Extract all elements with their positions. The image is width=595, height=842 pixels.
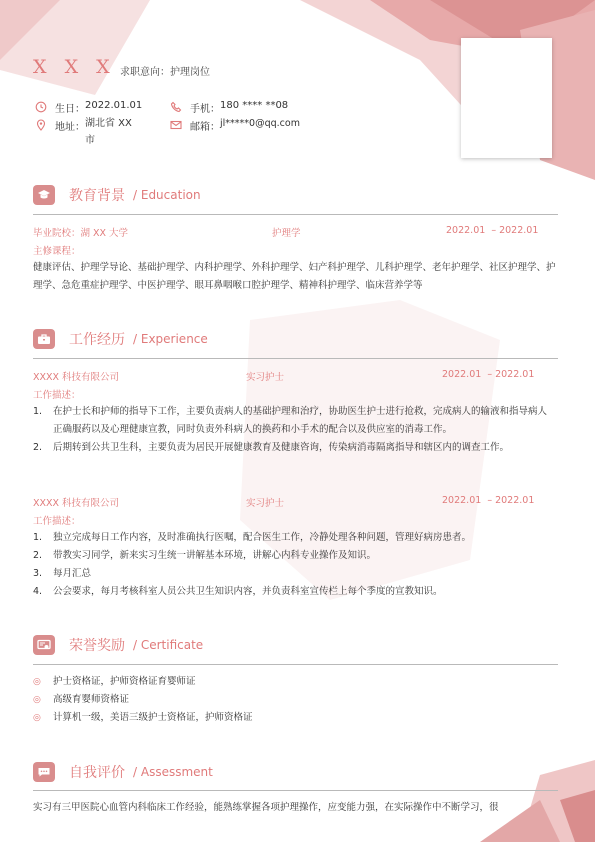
experience-subtitle: / Experience: [133, 332, 208, 346]
job2-period: 2022.01 – 2022.01: [442, 495, 535, 506]
certificate-subtitle: / Certificate: [133, 638, 204, 652]
job2-position: 实习护士: [246, 498, 285, 509]
list-item: [33, 529, 553, 547]
job1-position: 实习护士: [246, 372, 285, 383]
education-title: 教育背景: [69, 188, 125, 204]
address-label: 地址：: [54, 122, 85, 133]
graduation-cap-icon: [33, 185, 55, 205]
list-text: 每月汇总: [53, 568, 92, 579]
job2-desc-label: 工作描述：: [33, 516, 81, 527]
job2-company: XXXX 科技有限公司: [33, 498, 120, 509]
list-text: 公会要求，每月考核科室人员公共卫生知识内容，并负责科室宣传栏上每个季度的宣教知识。: [53, 586, 443, 597]
email-label: 邮箱：: [190, 122, 220, 133]
assessment-text: 实习有三甲医院心血管内科临床工作经验，能熟练掌握各项护理操作，应变能力强，在实际操作中不断学习，很: [33, 802, 499, 813]
courses-text: 健康评估、护理学导论、基础护理学、内科护理学、外科护理学、妇产科护理学、儿科护理学、老年护理学、社区护理学、护理学、急危重症护理学、中医护理学、眼耳鼻咽喉口腔护理学、精神科护理学、临床营养学等: [33, 262, 556, 291]
job1-desc-label: 工作描述：: [33, 390, 81, 401]
courses-label: 主修课程：: [33, 246, 81, 257]
certificate-header: [33, 635, 203, 655]
list-item: [33, 439, 553, 457]
mail-icon: [170, 119, 182, 131]
list-number: 2.: [33, 550, 43, 561]
birth-label: 生日：: [55, 104, 85, 115]
list-number: 3.: [33, 568, 43, 579]
location-icon: [35, 119, 47, 131]
bullet-icon: ◎: [33, 713, 41, 723]
education-divider: [33, 214, 558, 215]
list-item: [33, 673, 553, 691]
education-major: 护理学: [272, 228, 301, 239]
job2-list: [33, 529, 553, 601]
list-item: [33, 583, 553, 601]
briefcase-icon: [33, 329, 55, 349]
list-text: 带教实习同学，新来实习生统一讲解基本环境，讲解心内科专业操作及知识。: [53, 550, 377, 561]
bullet-icon: ◎: [33, 695, 41, 705]
certificate-list: [33, 673, 553, 727]
job-intent: 求职意向：护理岗位: [120, 67, 210, 78]
email-value: jl*****0@qq.com: [220, 118, 300, 129]
list-item: [33, 565, 553, 583]
education-header: [33, 185, 201, 205]
list-item: [33, 709, 553, 727]
assessment-header: [33, 762, 213, 782]
list-text: 在护士长和护师的指导下工作，主要负责病人的基础护理和治疗，协助医生护士进行抢救，完成病人的输液和指导病人正确服药以及心理健康宣教，同时负责外科病人的换药和小手术的配合以及供应室的消毒工作。: [53, 406, 548, 435]
list-text: 高级育婴师资格证: [53, 694, 130, 705]
job1-list: [33, 403, 553, 457]
job1-company: XXXX 科技有限公司: [33, 372, 120, 383]
assessment-title: 自我评价: [69, 765, 125, 781]
photo-placeholder: [461, 38, 552, 158]
experience-divider: [33, 358, 558, 359]
certificate-icon: [33, 635, 55, 655]
birth-row: [35, 100, 155, 115]
list-text: 护士资格证，护师资格证育婴师证: [53, 676, 196, 687]
list-item: [33, 691, 553, 709]
list-number: 1.: [33, 406, 43, 417]
chat-icon: [33, 762, 55, 782]
certificate-title: 荣誉奖励: [69, 638, 125, 654]
experience-header: [33, 329, 208, 349]
assessment-subtitle: / Assessment: [133, 765, 213, 779]
applicant-name: X X X: [33, 56, 116, 78]
phone-row: [170, 100, 288, 115]
experience-title: 工作经历: [69, 332, 125, 348]
list-text: 后期转到公共卫生科，主要负责为居民开展健康教育及健康咨询，传染病消毒隔离指导和辖区内的调查工作。: [53, 442, 510, 453]
address-value: 湖北省 XX 市: [84, 118, 132, 146]
list-item: [33, 547, 553, 565]
list-number: 4.: [33, 586, 43, 597]
phone-icon: [170, 101, 182, 113]
education-school: 毕业院校：湖 XX 大学: [33, 228, 129, 239]
list-number: 2.: [33, 442, 43, 453]
list-text: 计算机一级，美语三级护士资格证，护师资格证: [53, 712, 253, 723]
job1-period: 2022.01 – 2022.01: [442, 369, 535, 380]
certificate-divider: [33, 664, 558, 665]
education-period: 2022.01 – 2022.01: [446, 225, 539, 236]
assessment-divider: [33, 790, 558, 791]
clock-icon: [35, 101, 47, 113]
address-row: [35, 118, 145, 149]
email-row: [170, 118, 300, 133]
birth-value: 2022.01.01: [85, 100, 143, 111]
list-item: [33, 403, 553, 439]
phone-label: 手机：: [190, 104, 220, 115]
phone-value: 180 **** **08: [220, 100, 289, 111]
bullet-icon: ◎: [33, 677, 41, 687]
education-subtitle: / Education: [133, 188, 201, 202]
list-number: 1.: [33, 532, 43, 543]
list-text: 独立完成每日工作内容，及时准确执行医嘱，配合医生工作，冷静处理各种问题，管理好病房患者。: [53, 532, 472, 543]
